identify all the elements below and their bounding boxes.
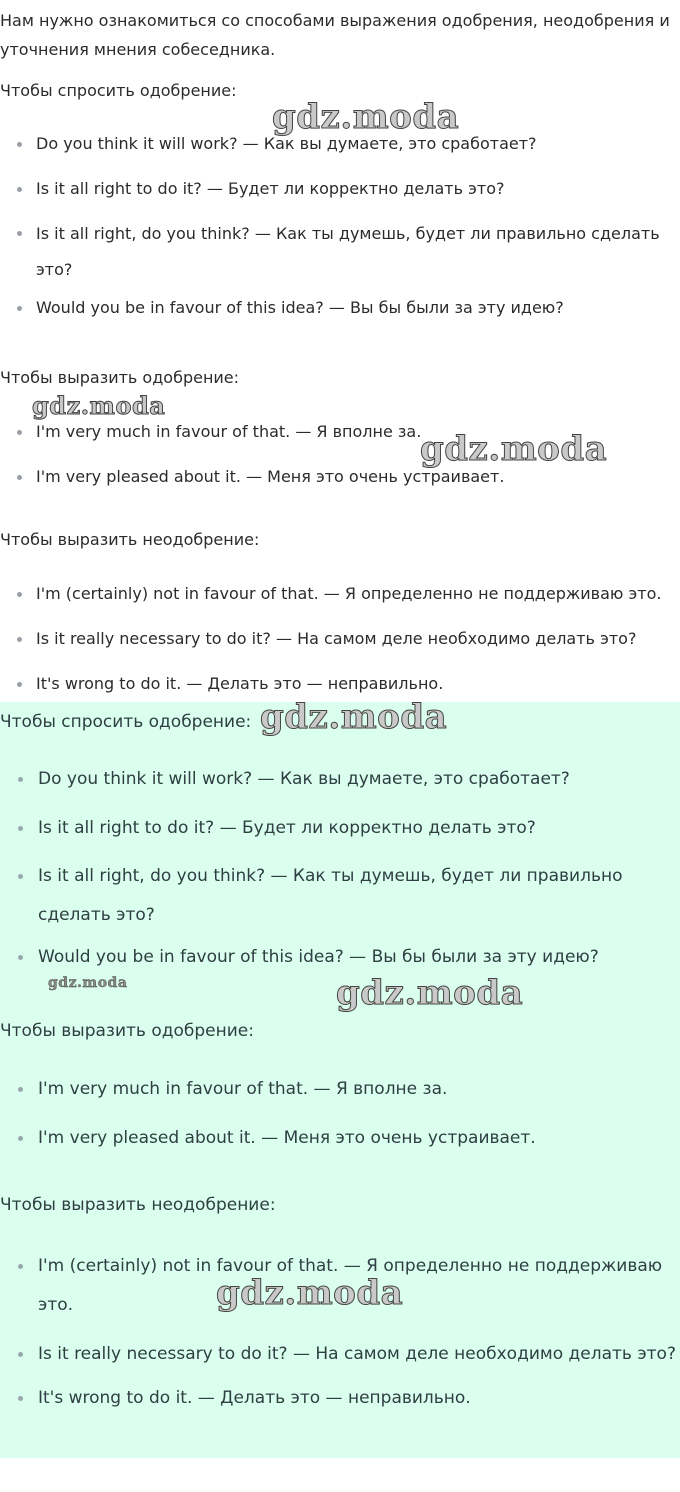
ask-approval-heading: Чтобы спросить одобрение: xyxy=(0,712,252,732)
list-item: I'm very pleased about it. — Меня это очень устраивает. xyxy=(0,1126,676,1150)
watermark: gdz.moda xyxy=(260,697,448,737)
list-item: I'm very much in favour of that. — Я вполне за. xyxy=(0,1077,676,1101)
watermark: gdz.moda xyxy=(272,97,460,137)
highlighted-answer-panel xyxy=(0,697,680,1458)
express-disapproval-list xyxy=(0,583,676,695)
ask-approval-list xyxy=(0,767,676,969)
list-item: Do you think it will work? — Как вы думаете, это сработает? xyxy=(0,767,676,791)
list-item: Is it really necessary to do it? — На самом деле необходимо делать это? xyxy=(0,628,676,650)
list-item: Is it all right, do you think? — Как ты думешь, будет ли правильно сделать это? xyxy=(0,216,676,288)
list-item: Do you think it will work? — Как вы думаете, это сработает? xyxy=(0,133,676,155)
express-approval-heading: Чтобы выразить одобрение: xyxy=(0,1021,254,1041)
express-disapproval-list xyxy=(0,1247,676,1410)
list-item: I'm (certainly) not in favour of that. — Я определенно не поддерживаю это. xyxy=(0,1247,676,1325)
list-item: I'm (certainly) not in favour of that. — Я определенно не поддерживаю это. xyxy=(0,583,676,605)
list-item: It's wrong to do it. — Делать это — неправильно. xyxy=(0,673,676,695)
watermark: gdz.moda xyxy=(336,973,524,1013)
list-item: I'm very much in favour of that. — Я вполне за. xyxy=(0,421,676,443)
list-item: Is it all right to do it? — Будет ли корректно делать это? xyxy=(0,816,676,840)
watermark: gdz.moda xyxy=(216,1273,404,1313)
ask-approval-list xyxy=(0,133,676,319)
list-item: It's wrong to do it. — Делать это — неправильно. xyxy=(0,1386,676,1410)
ask-approval-heading: Чтобы спросить одобрение: xyxy=(0,81,237,100)
list-item: Is it really necessary to do it? — На самом деле необходимо делать это? xyxy=(0,1335,676,1374)
list-item: Would you be in favour of this idea? — Вы бы были за эту идею? xyxy=(0,945,676,969)
express-approval-list xyxy=(0,1077,676,1150)
list-item: Would you be in favour of this idea? — Вы бы были за эту идею? xyxy=(0,297,676,319)
express-disapproval-heading: Чтобы выразить неодобрение: xyxy=(0,1195,276,1215)
intro-text: Нам нужно ознакомиться со способами выражения одобрения, неодобрения и уточнения мнения собеседника. xyxy=(0,11,670,59)
list-item: Is it all right to do it? — Будет ли корректно делать это? xyxy=(0,178,676,200)
watermark: gdz.moda xyxy=(420,429,608,469)
watermark: gdz.moda xyxy=(48,975,128,991)
list-item: Is it all right, do you think? — Как ты думешь, будет ли правильно сделать это? xyxy=(0,857,676,935)
watermark: gdz.moda xyxy=(32,391,166,420)
express-disapproval-heading: Чтобы выразить неодобрение: xyxy=(0,530,260,549)
express-approval-heading: Чтобы выразить одобрение: xyxy=(0,368,240,387)
list-item: I'm very pleased about it. — Меня это очень устраивает. xyxy=(0,466,676,488)
